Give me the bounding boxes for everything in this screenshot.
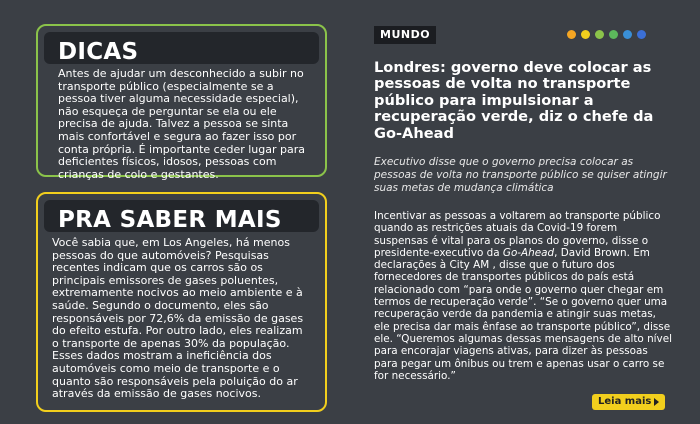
dicas-header	[44, 32, 319, 64]
news-headline: Londres: governo deve colocar as pessoas de volta no transporte público para impulsionar a recuperação verde, diz o chefe da Go-Ahead	[374, 59, 654, 142]
news-body-part-2: , David Brown. Em declarações à City AM , disse que o futuro dos fornecedores de transportes públicos do país está relacionado com “para onde o governo quer chegar em termos de recuperação verde”. “Se o governo quer uma recuperação verde da pandemia e atingir suas metas, ele precisa dar mais ênfase ao transporte público”, disse ele. “Queremos algumas dessas mensagens de alto nível para encorajar viagens ativas, para dizer às pessoas para pegar um ônibus ou trem e apenas usar o carro se for necessário.”	[374, 246, 672, 382]
saber-text: Você sabia que, em Los Angeles, há menos pessoas do que automóveis? Pesquisas recentes indicam que os carros são os principais emissores de gases poluentes, extremamente nocivos ao meio ambiente e à saúde. Segundo o documento, eles são responsáveis por 72,6% da emissão de gases do efeito estufa. Por outro lado, eles realizam o transporte de apenas 30% da população. Esses dados mostram a ineficiência dos automóveis como meio de transporte e o quanto são responsáveis pela poluição do ar através da emissão de gases nocivos.	[52, 236, 304, 401]
read-more-button[interactable]	[592, 394, 665, 410]
color-dot-1	[567, 30, 576, 39]
color-dot-3	[595, 30, 604, 39]
read-more-label: Leia mais	[598, 396, 652, 407]
saber-title: PRA SABER MAIS	[58, 207, 282, 233]
color-dot-6	[637, 30, 646, 39]
color-dot-5	[623, 30, 632, 39]
saber-header	[44, 200, 319, 232]
news-body	[374, 210, 674, 382]
section-tag: MUNDO	[374, 26, 436, 44]
news-subhead: Executivo disse que o governo precisa colocar as pessoas de volta no transporte público se quiser atingir suas metas de mudança climática	[374, 156, 667, 194]
color-dot-4	[609, 30, 618, 39]
color-dot-2	[581, 30, 590, 39]
chevron-right-icon	[654, 398, 659, 406]
dicas-title: DICAS	[58, 39, 139, 65]
saber-box	[36, 192, 327, 412]
news-body-part-1: Incentivar as pessoas a voltarem ao transporte público quando as restrições atuais da Covid-19 forem suspensas é vital para os planos do governo, disse o presidente-executivo da	[374, 210, 661, 259]
news-body-company: Go-Ahead	[502, 246, 555, 259]
color-dots	[567, 30, 646, 39]
dicas-text: Antes de ajudar um desconhecido a subir no transporte público (especialmente se a pessoa tiver alguma necessidade especial), não esqueça de perguntar se ela ou ele precisa de ajuda. Talvez a pessoa se sinta mais confortável e segura ao fazer isso por conta própria. É importante ceder lugar para deficientes físicos, idosos, pessoas com crianças de colo e gestantes.	[58, 67, 305, 181]
dicas-box	[36, 24, 327, 181]
